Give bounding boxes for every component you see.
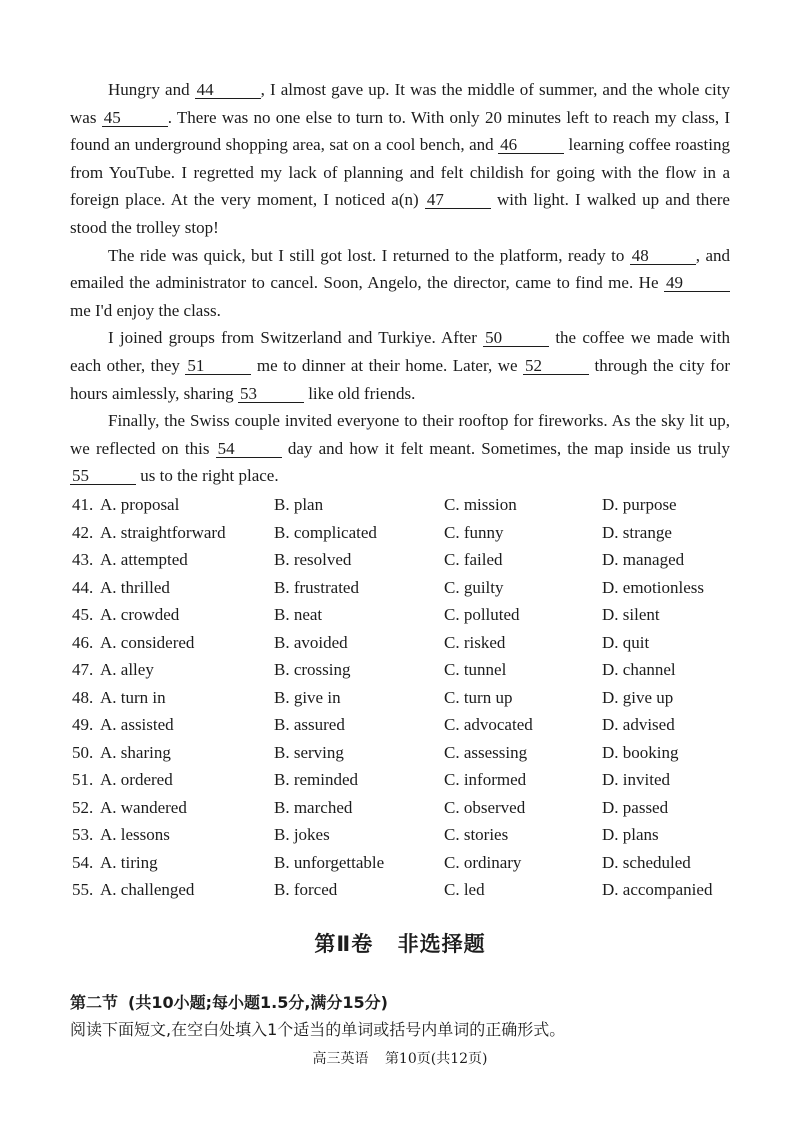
option-b: [274, 739, 344, 767]
option-b: [274, 821, 330, 849]
question-number: 50.: [72, 742, 94, 762]
option-a: [72, 491, 179, 519]
option-c: [444, 546, 503, 574]
option-a: [72, 684, 166, 712]
option-text: B. jokes: [274, 825, 330, 844]
option-text: A. straightforward: [100, 522, 226, 542]
section-volume: 第Ⅱ卷: [314, 932, 374, 956]
option-c: [444, 794, 525, 822]
option-d: [602, 574, 704, 602]
option-text: A. wandered: [100, 797, 187, 817]
option-text: C. polluted: [444, 605, 520, 624]
blank-54: 54: [216, 440, 282, 458]
option-d: [602, 684, 673, 712]
blank-44: 44: [195, 81, 261, 99]
option-a: [72, 519, 226, 547]
option-text: D. booking: [602, 742, 679, 762]
option-d: [602, 739, 679, 767]
question-number: 41.: [72, 495, 94, 514]
option-text: C. ordinary: [444, 852, 522, 872]
question-row: [72, 656, 752, 684]
option-text: D. emotionless: [602, 577, 704, 597]
option-a: [72, 739, 171, 767]
question-row: [72, 519, 752, 547]
passage-text: with light. I walked up and there stood the trolley stop!: [70, 190, 730, 237]
option-d: [602, 821, 659, 849]
option-text: D. purpose: [602, 495, 677, 514]
passage-text: the coffee we made with each other, they: [70, 328, 731, 375]
option-b: [274, 849, 384, 877]
passage-text: me to dinner at their home. Later, we: [251, 355, 524, 375]
subsection-header: [70, 990, 388, 1013]
option-text: C. tunnel: [444, 660, 507, 679]
option-c: [444, 491, 517, 519]
passage-paragraph: [70, 407, 730, 490]
option-a: [72, 601, 179, 629]
passage-text: like old friends.: [303, 383, 416, 403]
question-number: 53.: [72, 825, 94, 844]
option-b: [274, 601, 322, 629]
option-text: C. funny: [444, 522, 504, 542]
passage-paragraph: [70, 242, 730, 325]
option-text: D. strange: [602, 522, 672, 542]
passage-text: day and how it felt meant. Sometimes, the map inside us truly: [281, 438, 730, 458]
question-row: [72, 711, 752, 739]
option-a: [72, 821, 170, 849]
passage-text: Hungry and: [108, 80, 195, 99]
option-d: [602, 656, 676, 684]
option-text: C. advocated: [444, 715, 533, 734]
option-b: [274, 519, 377, 547]
option-text: D. accompanied: [602, 880, 713, 899]
option-text: B. complicated: [274, 522, 377, 542]
question-row: [72, 876, 752, 904]
option-text: B. frustrated: [274, 577, 359, 597]
question-row: [72, 849, 752, 877]
option-text: A. assisted: [100, 715, 174, 734]
option-text: C. stories: [444, 825, 509, 844]
option-c: [444, 684, 512, 712]
option-text: D. invited: [602, 770, 670, 789]
option-b: [274, 794, 352, 822]
option-text: B. avoided: [274, 632, 348, 652]
option-text: C. guilty: [444, 577, 504, 597]
option-b: [274, 876, 337, 904]
question-number: 44.: [72, 577, 94, 597]
question-number: 49.: [72, 715, 94, 734]
passage-text: . There was no one else to turn to. With only 20 minutes left to reach my class, I found an underground shopping area, sat on a cool bench, and: [70, 107, 730, 155]
option-a: [72, 766, 173, 794]
passage-text: me I'd enjoy the class.: [70, 300, 221, 320]
option-text: C. risked: [444, 632, 506, 652]
option-text: A. lessons: [100, 825, 170, 844]
option-text: A. turn in: [100, 687, 166, 707]
passage-text: The ride was quick, but I still got lost. I returned to the platform, ready to: [108, 245, 630, 265]
question-row: [72, 546, 752, 574]
subsection-label: 第二节: [70, 993, 119, 1012]
passage-text: Finally, the Swiss couple invited everyone to their rooftop for fireworks. As the sky lit up, we reflected on this: [70, 411, 730, 458]
option-text: A. challenged: [100, 880, 195, 899]
option-a: [72, 711, 174, 739]
option-text: C. informed: [444, 770, 527, 789]
option-d: [602, 519, 672, 547]
option-text: B. reminded: [274, 770, 359, 789]
question-row: [72, 629, 752, 657]
blank-55: 55: [70, 467, 136, 485]
option-b: [274, 684, 341, 712]
option-text: A. attempted: [100, 550, 188, 569]
option-c: [444, 656, 506, 684]
option-text: C. observed: [444, 797, 526, 817]
question-number: 45.: [72, 605, 94, 624]
section-title: [0, 928, 800, 958]
blank-49: 49: [664, 274, 730, 292]
option-text: D. advised: [602, 715, 675, 734]
option-text: A. proposal: [100, 495, 180, 514]
option-b: [274, 491, 323, 519]
question-number: 51.: [72, 770, 94, 789]
option-text: A. considered: [100, 632, 195, 652]
question-row: [72, 766, 752, 794]
option-text: C. turn up: [444, 687, 513, 707]
option-d: [602, 629, 649, 657]
passage-paragraph: [70, 324, 730, 407]
option-d: [602, 491, 677, 519]
option-text: B. marched: [274, 797, 353, 817]
question-row: [72, 684, 752, 712]
passage-text: through the city for hours aimlessly, sharing: [70, 355, 730, 403]
option-text: D. channel: [602, 660, 676, 679]
option-text: B. crossing: [274, 660, 351, 679]
question-number: 54.: [72, 852, 94, 872]
option-a: [72, 574, 170, 602]
option-text: B. forced: [274, 880, 338, 899]
answer-options: [72, 491, 752, 904]
option-c: [444, 574, 504, 602]
option-c: [444, 849, 521, 877]
option-b: [274, 711, 345, 739]
question-row: [72, 491, 752, 519]
option-text: B. neat: [274, 605, 323, 624]
question-number: 43.: [72, 550, 94, 569]
question-row: [72, 794, 752, 822]
option-c: [444, 766, 526, 794]
option-text: A. crowded: [100, 605, 180, 624]
question-number: 42.: [72, 522, 94, 542]
page-footer: [0, 1048, 800, 1068]
blank-46: 46: [498, 136, 564, 154]
passage-text: , and emailed the administrator to cancel. Soon, Angelo, the director, came to find me. He: [70, 245, 730, 293]
option-a: [72, 629, 194, 657]
option-c: [444, 601, 520, 629]
option-text: A. alley: [100, 660, 154, 679]
blank-53: 53: [238, 385, 304, 403]
blank-48: 48: [630, 247, 696, 265]
question-number: 48.: [72, 687, 94, 707]
option-text: B. plan: [274, 495, 324, 514]
option-text: C. assessing: [444, 742, 528, 762]
passage-paragraph: [70, 76, 730, 242]
passage-text: us to the right place.: [136, 466, 279, 486]
option-b: [274, 574, 359, 602]
option-text: D. managed: [602, 550, 685, 569]
option-text: B. unforgettable: [274, 852, 385, 872]
option-b: [274, 629, 348, 657]
option-text: C. mission: [444, 495, 517, 514]
subsection-instruction: 阅读下面短文,在空白处填入1个适当的单词或括号内单词的正确形式。: [70, 1020, 566, 1039]
question-number: 55.: [72, 880, 94, 899]
option-c: [444, 629, 505, 657]
option-text: D. silent: [602, 605, 660, 624]
question-number: 47.: [72, 660, 94, 679]
option-c: [444, 876, 485, 904]
option-a: [72, 794, 187, 822]
passage-text: I joined groups from Switzerland and Turkiye. After: [108, 328, 484, 348]
option-d: [602, 849, 691, 877]
option-d: [602, 601, 660, 629]
passage-text: learning coffee roasting from YouTube. I regretted my lack of planning and felt childish for going with the flow in a foreign place. At the very moment, I noticed a(n): [70, 135, 730, 210]
subsection-meta: (共10小题;每小题1.5分,满分15分): [128, 993, 388, 1012]
footer-page-number: 第10页(共12页): [384, 1051, 488, 1067]
option-c: [444, 519, 504, 547]
option-text: B. assured: [274, 715, 345, 734]
footer-subject: 高三英语: [312, 1051, 369, 1067]
option-d: [602, 766, 670, 794]
option-text: D. plans: [602, 825, 659, 844]
option-a: [72, 656, 154, 684]
option-d: [602, 794, 668, 822]
option-text: D. scheduled: [602, 852, 691, 872]
option-text: C. failed: [444, 550, 503, 569]
option-b: [274, 546, 351, 574]
option-text: C. led: [444, 880, 485, 899]
option-d: [602, 711, 675, 739]
option-text: D. give up: [602, 687, 674, 707]
option-text: A. tiring: [100, 852, 158, 872]
blank-50: 50: [483, 329, 549, 347]
option-text: B. give in: [274, 687, 341, 707]
option-c: [444, 739, 527, 767]
option-b: [274, 656, 351, 684]
option-text: D. passed: [602, 797, 669, 817]
question-row: [72, 574, 752, 602]
cloze-passage: [70, 76, 730, 490]
question-row: [72, 821, 752, 849]
option-d: [602, 876, 712, 904]
option-d: [602, 546, 684, 574]
question-number: 52.: [72, 797, 94, 817]
question-number: 46.: [72, 632, 94, 652]
option-text: A. ordered: [100, 770, 173, 789]
blank-47: 47: [425, 191, 491, 209]
option-c: [444, 821, 508, 849]
passage-text: , I almost gave up. It was the middle of summer, and the whole city was: [70, 80, 731, 127]
option-text: A. thrilled: [100, 577, 170, 597]
option-a: [72, 849, 158, 877]
option-text: D. quit: [602, 632, 650, 652]
option-text: B. serving: [274, 742, 344, 762]
section-name: 非选择题: [397, 932, 486, 956]
option-a: [72, 876, 194, 904]
question-row: [72, 601, 752, 629]
question-row: [72, 739, 752, 767]
option-a: [72, 546, 188, 574]
blank-52: 52: [523, 357, 589, 375]
option-text: B. resolved: [274, 550, 352, 569]
option-text: A. sharing: [100, 742, 171, 762]
option-b: [274, 766, 358, 794]
blank-45: 45: [102, 109, 168, 127]
blank-51: 51: [185, 357, 251, 375]
option-c: [444, 711, 533, 739]
